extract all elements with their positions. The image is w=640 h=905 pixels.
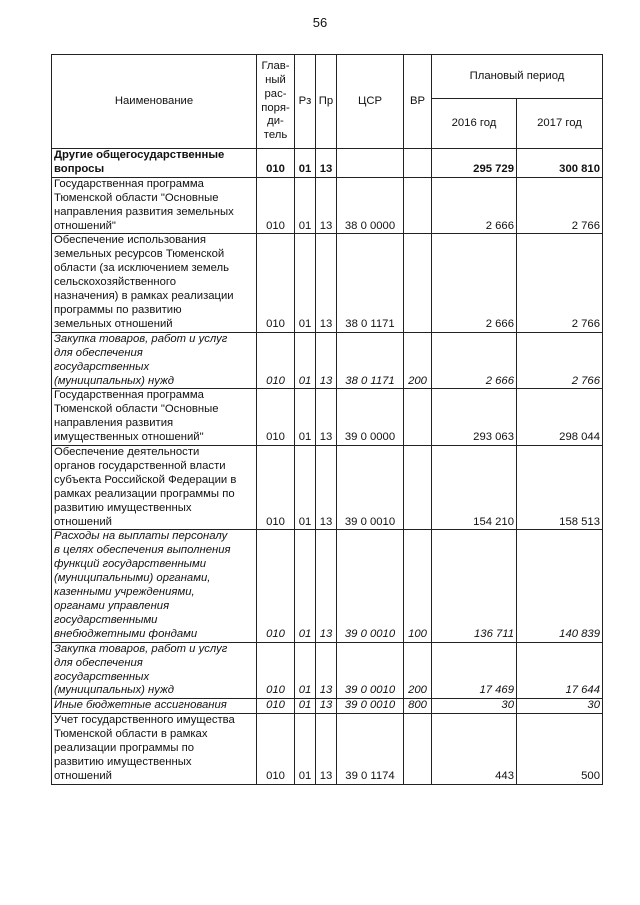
cell-name-line: Обеспечение деятельности	[54, 446, 200, 459]
cell-name-line: Тюменской области "Основные	[54, 191, 219, 204]
header-vr: ВР	[404, 55, 432, 149]
cell-name-line: государственных	[54, 670, 150, 683]
cell-name-line: развитию имущественных	[54, 755, 192, 768]
cell-name-line: Иные бюджетные ассигнования	[54, 699, 227, 712]
cell-vr	[404, 177, 432, 234]
header-rz: Рз	[295, 55, 316, 149]
cell-name-line: направления развития земельных	[54, 205, 234, 218]
cell-vr	[404, 389, 432, 446]
cell-2017: 500	[517, 714, 603, 785]
cell-pr: 13	[316, 530, 337, 642]
cell-csr: 39 0 0010	[337, 642, 404, 699]
header-glav-line: ди-	[267, 115, 284, 128]
cell-name-line: государственными	[54, 613, 158, 626]
cell-name	[52, 332, 257, 389]
cell-name-line: сельскохозяйственного	[54, 276, 177, 289]
table-row	[52, 234, 603, 332]
cell-name-line: органами управления	[54, 600, 170, 612]
cell-name-line: Закупка товаров, работ и услуг	[54, 332, 228, 345]
cell-name-line: в целях обеспечения выполнения	[54, 544, 231, 557]
table-row	[52, 642, 603, 699]
header-csr: ЦСР	[337, 55, 404, 149]
header-glav	[257, 55, 295, 149]
cell-vr: 200	[404, 332, 432, 389]
cell-name-line: реализации программы по	[54, 742, 195, 755]
cell-name-line: отношений	[54, 769, 112, 782]
cell-pr: 13	[316, 234, 337, 332]
cell-glav: 010	[257, 177, 295, 234]
cell-name-line: Обеспечение использования	[54, 234, 206, 247]
cell-2016: 443	[432, 714, 517, 785]
cell-2017: 2 766	[517, 332, 603, 389]
cell-rz: 01	[295, 149, 316, 178]
cell-name-line: направления развития	[54, 417, 174, 430]
cell-name-line: Учет государственного имущества	[54, 714, 235, 727]
page-number: 56	[312, 15, 328, 30]
table-row	[52, 699, 603, 714]
cell-2016: 30	[432, 699, 517, 714]
cell-pr: 13	[316, 177, 337, 234]
cell-rz: 01	[295, 177, 316, 234]
cell-rz: 01	[295, 446, 316, 530]
cell-glav: 010	[257, 389, 295, 446]
cell-2016: 2 666	[432, 177, 517, 234]
cell-name-line: программы по развитию	[54, 303, 182, 316]
cell-2017: 2 766	[517, 177, 603, 234]
cell-2016: 2 666	[432, 332, 517, 389]
cell-name	[52, 389, 257, 446]
header-glav-line: ный	[265, 73, 286, 86]
cell-vr	[404, 714, 432, 785]
table-row	[52, 530, 603, 642]
header-year-2016: 2016 год	[432, 99, 517, 149]
cell-vr: 100	[404, 530, 432, 642]
cell-csr: 39 0 0010	[337, 530, 404, 642]
cell-name-line: Расходы на выплаты персоналу	[54, 530, 228, 543]
cell-name	[52, 699, 257, 714]
cell-name	[52, 149, 257, 178]
cell-2017: 300 810	[517, 149, 603, 178]
cell-pr: 13	[316, 714, 337, 785]
cell-pr: 13	[316, 699, 337, 714]
cell-name-line: области (за исключением земель	[54, 262, 229, 275]
cell-name-line: рамках реализации программы по	[54, 487, 235, 500]
cell-vr	[404, 149, 432, 178]
cell-2017: 30	[517, 699, 603, 714]
cell-2016: 136 711	[432, 530, 517, 642]
header-glav-line: поря-	[261, 101, 290, 114]
cell-csr: 39 0 0000	[337, 389, 404, 446]
cell-glav: 010	[257, 699, 295, 714]
cell-name	[52, 642, 257, 699]
cell-name-line: субъекта Российской Федерации в	[54, 473, 237, 486]
cell-name-line: Закупка товаров, работ и услуг	[54, 642, 228, 655]
cell-name-line: отношений"	[54, 219, 116, 232]
cell-2017: 158 513	[517, 446, 603, 530]
header-glav-line: тель	[263, 129, 288, 142]
cell-csr: 38 0 1171	[337, 234, 404, 332]
cell-name	[52, 714, 257, 785]
table-row	[52, 149, 603, 178]
cell-glav: 010	[257, 642, 295, 699]
cell-2016: 17 469	[432, 642, 517, 699]
cell-rz: 01	[295, 389, 316, 446]
table-row	[52, 446, 603, 530]
cell-pr: 13	[316, 642, 337, 699]
header-name: Наименование	[52, 55, 257, 149]
cell-name-line: Другие общегосударственные	[54, 149, 225, 161]
cell-rz: 01	[295, 332, 316, 389]
cell-2017: 140 839	[517, 530, 603, 642]
cell-vr: 200	[404, 642, 432, 699]
cell-name-line: Тюменской области "Основные	[54, 403, 219, 416]
cell-glav: 010	[257, 234, 295, 332]
cell-name-line: для обеспечения	[54, 656, 143, 669]
cell-csr: 38 0 0000	[337, 177, 404, 234]
cell-name-line: (муниципальных) нужд	[54, 684, 175, 697]
cell-name-line: для обеспечения	[54, 346, 143, 359]
cell-csr: 39 0 1174	[337, 714, 404, 785]
cell-vr	[404, 234, 432, 332]
header-year-2017: 2017 год	[517, 99, 603, 149]
cell-csr	[337, 149, 404, 178]
cell-2016: 154 210	[432, 446, 517, 530]
cell-rz: 01	[295, 530, 316, 642]
header-glav-line: рас-	[264, 87, 287, 100]
cell-pr: 13	[316, 446, 337, 530]
cell-name-line: земельных отношений	[54, 317, 173, 330]
cell-glav: 010	[257, 332, 295, 389]
cell-name-line: Государственная программа	[54, 177, 204, 190]
table-row	[52, 714, 603, 785]
cell-glav: 010	[257, 714, 295, 785]
cell-name-line: Государственная программа	[54, 389, 204, 402]
cell-2016: 295 729	[432, 149, 517, 178]
cell-glav: 010	[257, 149, 295, 178]
cell-name-line: вопросы	[54, 162, 105, 175]
cell-glav: 010	[257, 530, 295, 642]
cell-name-line: отношений	[54, 515, 112, 528]
cell-name-line: назначения) в рамках реализации	[54, 290, 234, 303]
cell-name-line: развитию имущественных	[54, 501, 192, 514]
cell-name-line: (муниципальных) нужд	[54, 374, 175, 387]
cell-rz: 01	[295, 642, 316, 699]
cell-name-line: функций государственными	[54, 558, 207, 571]
cell-csr: 39 0 0010	[337, 699, 404, 714]
cell-name-line: внебюджетными фондами	[54, 627, 198, 640]
cell-2016: 293 063	[432, 389, 517, 446]
cell-2017: 2 766	[517, 234, 603, 332]
cell-pr: 13	[316, 389, 337, 446]
cell-pr: 13	[316, 332, 337, 389]
cell-name-line: органов государственной власти	[54, 459, 226, 472]
table-row	[52, 177, 603, 234]
cell-pr: 13	[316, 149, 337, 178]
cell-csr: 38 0 1171	[337, 332, 404, 389]
cell-name-line: казенными учреждениями,	[54, 586, 195, 599]
cell-csr: 39 0 0010	[337, 446, 404, 530]
table-row	[52, 332, 603, 389]
cell-rz: 01	[295, 714, 316, 785]
cell-name	[52, 234, 257, 332]
cell-name-line: (муниципальными) органами,	[54, 572, 211, 585]
cell-2016: 2 666	[432, 234, 517, 332]
cell-2017: 298 044	[517, 389, 603, 446]
cell-vr: 800	[404, 699, 432, 714]
cell-name	[52, 530, 257, 642]
cell-rz: 01	[295, 234, 316, 332]
cell-name	[52, 177, 257, 234]
cell-rz: 01	[295, 699, 316, 714]
cell-name-line: имущественных отношений"	[54, 431, 204, 444]
cell-name-line: земельных ресурсов Тюменской	[54, 248, 225, 261]
cell-name	[52, 446, 257, 530]
cell-glav: 010	[257, 446, 295, 530]
header-pr: Пр	[316, 55, 337, 149]
cell-name-line: государственных	[54, 360, 150, 373]
table-row	[52, 389, 603, 446]
header-glav-line: Глав-	[261, 59, 290, 72]
cell-name-line: Тюменской области в рамках	[54, 728, 208, 741]
budget-table	[51, 54, 603, 785]
cell-vr	[404, 446, 432, 530]
cell-2017: 17 644	[517, 642, 603, 699]
header-planned-period: Плановый период	[432, 55, 603, 99]
